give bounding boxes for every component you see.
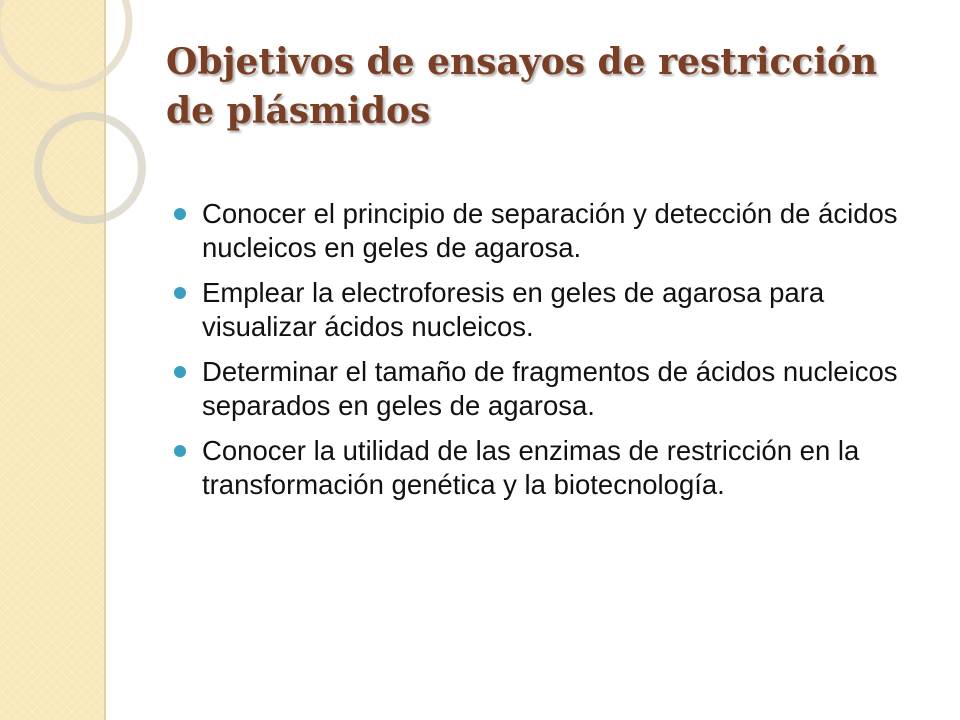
bullet-text: Conocer la utilidad de las enzimas de restricción en la transformación genética y la biotecnología.	[202, 435, 860, 500]
bullet-item	[172, 434, 932, 502]
bullet-text: Conocer el principio de separación y detección de ácidos nucleicos en geles de agarosa.	[202, 198, 898, 263]
decorative-ring-small	[38, 116, 142, 220]
bullet-icon	[174, 366, 186, 378]
bullet-icon	[174, 287, 186, 299]
bullet-list	[172, 197, 932, 513]
decorative-ring-large	[0, 0, 129, 88]
bullet-text: Determinar el tamaño de fragmentos de ácidos nucleicos separados en geles de agarosa.	[202, 356, 898, 421]
bullet-icon	[174, 445, 186, 457]
slide-title: Objetivos de ensayos de restricción de plásmidos	[166, 41, 878, 132]
bullet-item	[172, 276, 932, 344]
bullet-item	[172, 355, 932, 423]
bullet-icon	[174, 208, 186, 220]
bullet-text: Emplear la electroforesis en geles de agarosa para visualizar ácidos nucleicos.	[202, 277, 825, 342]
bullet-item	[172, 197, 932, 265]
